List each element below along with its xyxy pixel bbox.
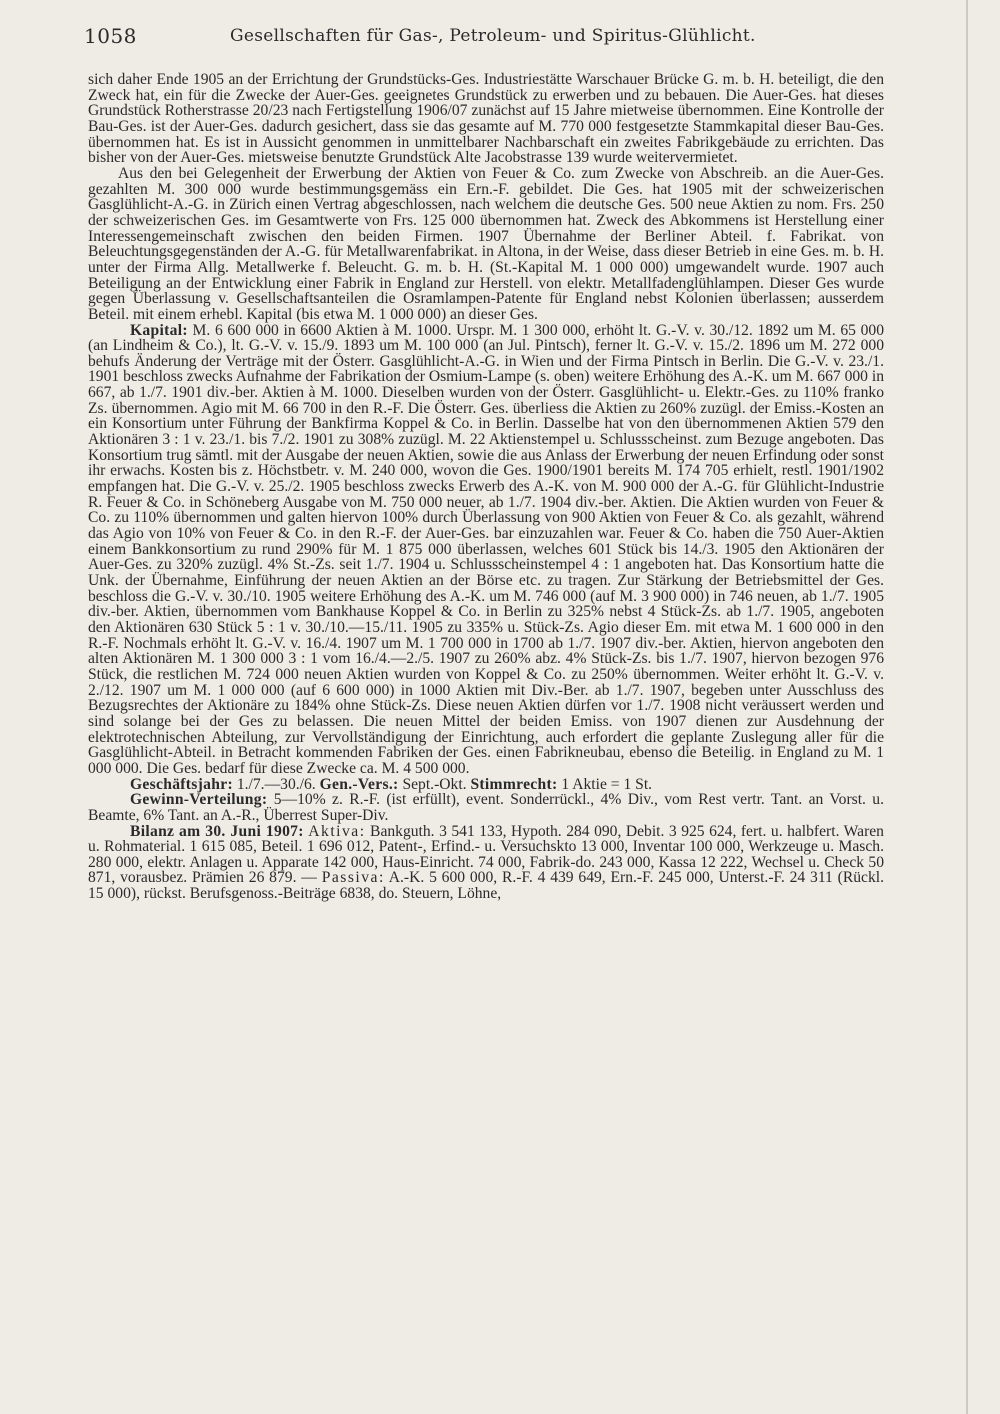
bilanz-label: Bilanz am 30. Juni 1907: [130, 822, 304, 840]
page-header [84, 24, 884, 54]
gewinn-verteilung-text: 5—10% z. R.-F. (ist erfüllt), event. Sonderrückl., 4% Div., vom Rest vertr. Tant. an Vorst. u. Beamte, 6% Tant. an A.-R., Überrest Super-Div. [88, 791, 884, 824]
gen-vers-text: Sept.-Okt. [398, 775, 471, 793]
geschaeftsjahr-label: Geschäftsjahr: [130, 775, 233, 793]
stimmrecht-text: 1 Aktie = 1 St. [557, 775, 653, 793]
kapital-label: Kapital: [130, 321, 188, 339]
passiva-text: A.-K. 5 600 000, R.-F. 4 439 649, Ern.-F. 245 000, Unterst.-F. 24 311 (Rückl. 15 000), rückst. Berufsgenoss.-Beiträge 6838, do. Steuern, Löhne, [88, 869, 884, 903]
geschaeftsjahr-text: 1./7.—30./6. [232, 775, 320, 793]
paragraph-gewinn-verteilung [88, 792, 884, 823]
page-edge-shadow [966, 0, 968, 1414]
paragraph-kapital [88, 323, 884, 777]
gewinn-verteilung-label: Gewinn-Verteilung: [130, 791, 268, 809]
aktiva-label: Aktiva: [308, 822, 366, 840]
paragraph-bilanz [88, 824, 884, 902]
paragraph-beteiligungen: Aus den bei Gelegenheit der Erwerbung der Aktien von Feuer & Co. zum Zwecke von Abschreib. an die Auer-Ges. gezahlten M. 300 000 wurde bestimmungsgemäss ein Ern.-F. gebildet. Die Ges. hat 1905 mit der schweizerischen Gasglühlicht-A.-G. in Zürich einen Vertrag abgeschlossen, nach welchem die deutsche Ges. 500 neue Aktien zu nom. Frs. 250 der schweizerischen Ges. im Gesamtwerte von Frs. 125 000 übernommen hat. Zweck des Abkommens ist Herstellung einer Interessengemeinschaft zwischen den beiden Firmen. 1907 Übernahme der Berliner Abteil. f. Fabrikat. von Beleuchtungsgegenständen der A.-G. für Metallwarenfabrikat. in Altona, in der Weise, dass dieser Betrieb in eine Ges. m. b. H. unter der Firma Allg. Metallwerke f. Beleucht. G. m. b. H. (St.-Kapital M. 1 000 000) umgewandelt wurde. 1907 auch Beteiligung an der Entwicklung einer Fabrik in England zur Herstell. von elektr. Metallfadenglühlampen. Dieser Ges wurde gegen Überlassung v. Gesellschaftsanteilen die Osramlampen-Patente für England nebst Kolonien überlassen; ausserdem Beteil. mit einem erhebl. Kapital (bis etwa M. 1 000 000) an dieser Ges. [88, 164, 884, 323]
running-title: Gesellschaften für Gas-, Petroleum- und Spiritus-Glühlicht. [230, 26, 756, 46]
page-number: 1058 [84, 24, 137, 48]
kapital-text: M. 6 600 000 in 6600 Aktien à M. 1000. Urspr. M. 1 300 000, erhöht lt. G.-V. v. 30./12. 1892 um M. 65 000 (an Lindheim & Co.), lt. G.-V. v. 15./9. 1893 um M. 100 000 (an Jul. Pintsch), ferner lt. G.-V. v. 15./2. 1896 um M. 272 000 behufs Änderung der Verträge mit der Österr. Gasglühlicht-A.-G. in Wien und der Firma Pintsch in Berlin. Die G.-V. v. 23./1. 1901 beschloss zwecks Aufnahme der Fabrikation der Osmium-Lampe (s. oben) weitere Erhöhung des A.-K. um M. 667 000 in 667, ab 1./7. 1901 div.-ber. Aktien à M. 1000. Dieselben wurden von der Österr. Gasglühlicht- u. Elektr.-Ges. zu 110% franko Zs. übernommen. Agio mit M. 66 700 in den R.-F. Die Österr. Ges. überliess die Aktien zu 260% zuzügl. der Emiss.-Kosten an ein Konsortium unter Führung der Bankfirma Koppel & Co. in Berlin. Dasselbe hat von den übernommenen Aktien 579 den Aktionären 3 : 1 v. 23./1. bis 7./2. 1901 zu 308% zuzügl. M. 22 Aktienstempel u. Schlussscheinst. zum Bezuge angeboten. Das Konsortium trug sämtl. mit der Ausgabe der neuen Aktien, sowie die aus Anlass der Erwerbung der neuen Erfindung oder sonst ihr erwachs. Kosten bis z. Höchstbetr. v. M. 240 000, wovon die Ges. 1900/1901 bereits M. 174 705 erhielt, restl. 1901/1902 empfangen hat. Die G.-V. v. 25./2. 1905 beschloss zwecks Erwerb des A.-K. von M. 900 000 der A.-G. für Glühlicht-Industrie R. Feuer & Co. in Schöneberg Ausgabe von M. 750 000 neuer, ab 1./7. 1904 div.-ber. Aktien. Die Aktien wurden von Feuer & Co. zu 110% übernommen und galten hiervon 100% durch Überlassung von 900 Aktien von Feuer & Co. als gezahlt, während das Agio von 10% von Feuer & Co. in den R.-F. der Auer-Ges. bar einzuzahlen war. Feuer & Co. haben die 750 Auer-Aktien einem Bankkonsortium zu rund 290% für M. 1 875 000 überlassen, welches 601 Stück bis 14./3. 1905 den Aktionären der Auer-Ges. zu 320% zuzügl. 4% St.-Zs. seit 1./7. 1904 u. Schlussscheinstempel 4 : 1 angeboten hat. Das Konsortium hatte die Unk. der Übernahme, Einführung der neuen Aktien an der Börse etc. zu tragen. Zur Stärkung der Betriebsmittel der Ges. beschloss die G.-V. v. 30./10. 1905 weitere Erhöhung des A.-K. um M. 746 000 (auf M. 3 900 000) in 746 neuen, ab 1./7. 1905 div.-ber. Aktien, übernommen vom Bankhause Koppel & Co. in Berlin zu 325% nebst 4 Stück-Zs. ab 1./7. 1905, angeboten den Aktionären 630 Stück 5 : 1 v. 30./10.—15./11. 1905 zu 335% u. Stück-Zs. Agio dieser Em. mit etwa M. 1 600 000 in den R.-F. Nochmals erhöht lt. G.-V. v. 16./4. 1907 um M. 1 700 000 in 1700 ab 1./7. 1907 div.-ber. Aktien, hiervon angeboten den alten Aktionären M. 1 300 000 3 : 1 vom 16./4.—2./5. 1907 zu 260% abz. 4% Stück-Zs. bis 1./7. 1907, hiervon bezogen 976 Stück, die restlichen M. 724 000 neuen Aktien wurden von Koppel & Co. zu 250% übernommen. Weiter erhöht lt. G.-V. v. 2./12. 1907 um M. 1 000 000 (auf 6 600 000) in 1000 Aktien mit Div.-Ber. ab 1./7. 1907, begeben unter Ausschluss des Bezugsrechtes der Aktionäre zu 184% ohne Stück-Zs. Diese neuen Aktien dürfen vor 1./7. 1908 nicht veräussert werden und sind solange bei der Ges zu belassen. Die neuen Mittel der beiden Emiss. von 1907 dienen zur Ausdehnung der elektrotechnischen Abteilung, zur Vervollständigung der Einrichtung, auch erfordert die geplante Zuslegung aller für die Gasglühlicht-Abteil. in Betracht kommenden Fabriken der Ges. einen Fabrikneubau, ebenso die Beteilig. in England zu M. 1 000 000. Die Ges. bedarf für diese Zwecke ca. M. 4 500 000. [88, 321, 884, 777]
paragraph-grundstueck: sich daher Ende 1905 an der Errichtung der Grundstücks-Ges. Industriestätte Warschauer Brücke G. m. b. H. beteiligt, die den Zweck hat, ein für die Zwecke der Auer-Ges. geeignetes Grundstück zu erwerben und zu bebauen. Die Auer-Ges. hat dieses Grundstück Rotherstrasse 20/23 nach Fertigstellung 1906/07 zunächst auf 15 Jahre mietweise übernommen. Eine Kontrolle der Bau-Ges. ist der Auer-Ges. dadurch gesichert, dass sie das gesamte auf M. 770 000 festgesetzte Stammkapital dieser Bau-Ges. übernommen hat. Es ist in Aussicht genommen in unmittelbarer Nachbarschaft ein zweites Fabrikgebäude zu errichten. Das bisher von der Auer-Ges. mietsweise benutzte Grundstück Alte Jacobstrasse 139 wurde weitervermietet. [88, 71, 884, 167]
gen-vers-label: Gen.-Vers.: [319, 775, 399, 793]
stimmrecht-label: Stimmrecht: [470, 775, 558, 793]
paragraph-geschaeftsjahr [88, 777, 884, 793]
passiva-label: Passiva: [321, 869, 385, 887]
aktiva-text: Bankguth. 3 541 133, Hypoth. 284 090, Debit. 3 925 624, fert. u. halbfert. Waren u. Rohmaterial. 1 615 085, Beteil. 1 696 012, Patent-, Erfind.- u. Versuchskto 13 000, Inventar 100 000, Werkzeuge u. Masch. 280 000, elektr. Anlagen u. Apparate 142 000, Haus-Einricht. 74 000, Fabrik-do. 243 000, Kassa 12 222, Wechsel u. Check 50 871, vorausbez. Prämien 26 879. — [88, 822, 884, 887]
body-text [88, 72, 884, 902]
